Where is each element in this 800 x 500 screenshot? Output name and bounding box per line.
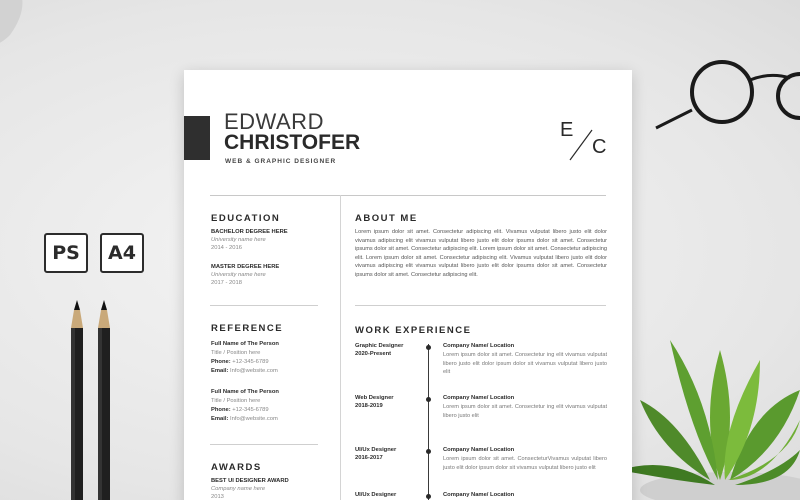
role-name: Web Designer (355, 395, 394, 401)
education-degree: MASTER DEGREE HERE (211, 264, 280, 270)
experience-description: Lorem ipsum dolor sit amet. ConsecteturVivamus vulputat libero justo elit dolor ipsum dolor sit vivamus vulputat libero justo elit (443, 456, 607, 471)
experience-role (355, 447, 396, 462)
education-school: University name here (211, 237, 266, 243)
experience-description: Lorem ipsum dolor sit amet. Consectetur ing elit vivamus vulputat libero justo elit dolor ipsum dolor sit vivamus vulputat libero justo elit (443, 352, 607, 376)
a4-badge: A4 (100, 233, 144, 273)
experience-title: WORK EXPERIENCE (355, 325, 472, 336)
experience-company: Company Name/ Location (443, 492, 515, 498)
eyeglasses-icon (650, 50, 800, 140)
reference-position: Title / Position here (211, 398, 261, 404)
ps-badge: PS (44, 233, 88, 273)
about-text: Lorem ipsum dolor sit amet. Consectetur adipiscing elit. Vivamus vulputat libero justo elit dolor vivamus adipiscing elit vivamus vulputat libero justo elit dolor ipsums dolor sit amet. Consectetur ipsums dolor sit amet. Consectetur adipiscing elit. Lorem ipsum dolor sit amet. Consectetur adipiscing elit. Lorem ipsum dolor sit amet. Consectetur adipiscing elit. Vivamus vulputat libero justo elit dolor vivamus adipiscing elit vivamus vulputat libero justo elit dolor ipsums dolor sit amet. Consectetur ipsums dolor sit amet. Consectetur adipiscing elit. (355, 229, 607, 278)
award-name: BEST UI DESIGNER AWARD (211, 478, 289, 484)
reference-name: Full Name of The Person (211, 341, 279, 347)
about-divider (355, 305, 606, 306)
reference-email (211, 416, 278, 422)
experience-role (355, 343, 403, 358)
experience-description: Lorem ipsum dolor sit amet. Consectetur ing elit vivamus vulputat libero justo elit (443, 404, 607, 419)
resume-paper (184, 70, 632, 500)
monogram-second: C (592, 136, 607, 158)
experience-company: Company Name/ Location (443, 395, 515, 401)
role-years: 2020-Present (355, 350, 392, 357)
job-title: WEB & GRAPHIC DESIGNER (225, 158, 337, 165)
experience-role (355, 395, 394, 410)
phone-label: Phone: (211, 359, 231, 365)
about-title: ABOUT ME (355, 213, 418, 224)
award-company: Company name here (211, 486, 266, 492)
name-accent-bar (184, 116, 210, 160)
phone-value: +12-345-6789 (232, 407, 269, 413)
phone-value: +12-345-6789 (232, 359, 269, 365)
education-degree: BACHELOR DEGREE HERE (211, 229, 288, 235)
last-name: CHRISTOFER (224, 131, 361, 154)
timeline-dot (426, 345, 431, 350)
corner-decoration-icon (0, 0, 30, 50)
phone-label: Phone: (211, 407, 231, 413)
award-year: 2013 (211, 494, 224, 500)
education-title: EDUCATION (211, 213, 281, 224)
reference-title: REFERENCE (211, 323, 284, 334)
experience-role (355, 492, 396, 500)
experience-company: Company Name/ Location (443, 343, 515, 349)
reference-phone (211, 359, 269, 365)
education-school: University name here (211, 272, 266, 278)
pencil-icon (97, 300, 111, 500)
email-label: Email: (211, 416, 229, 422)
timeline-dot (426, 397, 431, 402)
reference-divider (210, 444, 318, 445)
email-value: Info@website.com (230, 368, 278, 374)
pencil-icon (70, 300, 84, 500)
column-divider (340, 195, 341, 500)
role-name: Graphic Designer (355, 343, 404, 349)
timeline-dot (426, 494, 431, 499)
timeline-dot (426, 449, 431, 454)
education-years: 2014 - 2016 (211, 245, 242, 251)
email-label: Email: (211, 368, 229, 374)
reference-email (211, 368, 278, 374)
timeline-line (428, 344, 429, 500)
reference-name: Full Name of The Person (211, 389, 279, 395)
experience-company: Company Name/ Location (443, 447, 515, 453)
education-divider (210, 305, 318, 306)
role-name: UI/Ux Designer (355, 492, 397, 498)
role-name: UI/Ux Designer (355, 447, 397, 453)
role-years: 2018-2019 (355, 402, 383, 409)
awards-title: AWARDS (211, 462, 262, 473)
role-years: 2016-2017 (355, 454, 383, 461)
reference-phone (211, 407, 269, 413)
education-years: 2017 - 2018 (211, 280, 242, 286)
header-divider (210, 195, 606, 196)
email-value: Info@website.com (230, 416, 278, 422)
monogram-first: E (560, 119, 574, 141)
reference-position: Title / Position here (211, 350, 261, 356)
first-name: EDWARD (224, 109, 324, 134)
